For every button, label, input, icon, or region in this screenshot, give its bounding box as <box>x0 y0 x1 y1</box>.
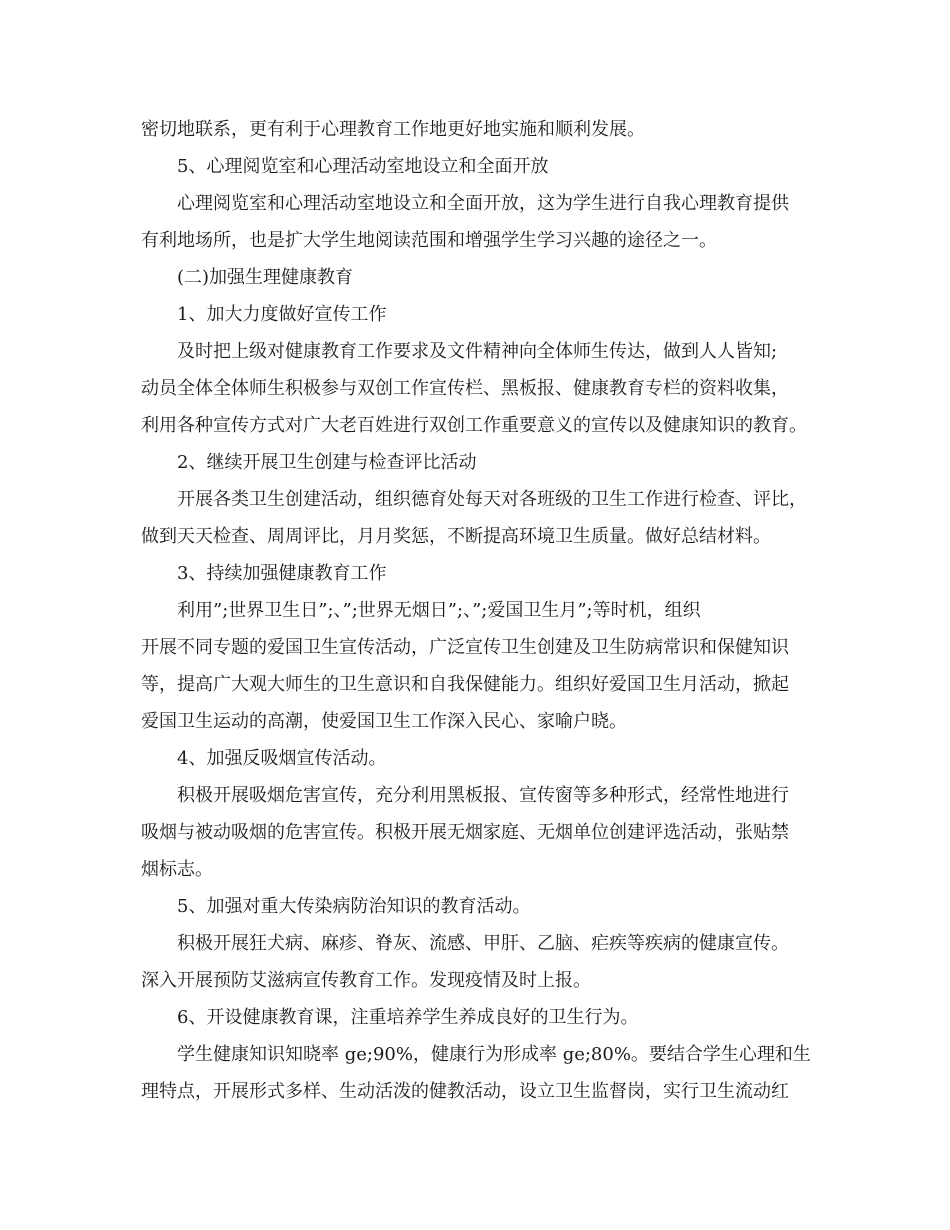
section-heading: (二)加强生理健康教育 <box>177 267 354 288</box>
text-line: 利用”;世界卫生日”;、”;世界无烟日”;、”;爱国卫生月”;等时机，组织 <box>177 600 701 621</box>
section-heading: 1、加大力度做好宣传工作 <box>177 304 387 325</box>
text-line: 积极开展吸烟危害宣传，充分利用黑板报、宣传窗等多种形式，经常性地进行 <box>177 785 789 806</box>
text-line: 利用各种宣传方式对广大老百姓进行双创工作重要意义的宣传以及健康知识的教育。 <box>141 415 807 436</box>
section-heading: 4、加强反吸烟宣传活动。 <box>177 748 387 769</box>
text-line: 等，提高广大观大师生的卫生意识和自我保健能力。组织好爱国卫生月活动，掀起 <box>141 674 789 695</box>
text-line: 开展不同专题的爱国卫生宣传活动，广泛宣传卫生创建及卫生防病常识和保健知识 <box>141 637 789 658</box>
text-line: 密切地联系，更有利于心理教育工作地更好地实施和顺利发展。 <box>141 119 645 140</box>
text-line: 爱国卫生运动的高潮，使爱国卫生工作深入民心、家喻户晓。 <box>141 711 627 732</box>
text-line: 深入开展预防艾滋病宣传教育工作。发现疫情及时上报。 <box>141 970 591 991</box>
text-line: 烟标志。 <box>141 859 213 880</box>
section-heading: 5、心理阅览室和心理活动室地设立和全面开放 <box>177 156 549 177</box>
text-line: 有利地场所，也是扩大学生地阅读范围和增强学生学习兴趣的途径之一。 <box>141 230 717 251</box>
section-heading: 3、持续加强健康教育工作 <box>177 563 387 584</box>
text-line: 理特点，开展形式多样、生动活泼的健教活动，设立卫生监督岗，实行卫生流动红 <box>141 1081 789 1102</box>
text-line: 开展各类卫生创建活动，组织德育处每天对各班级的卫生工作进行检查、评比， <box>177 489 807 510</box>
section-heading: 2、继续开展卫生创建与检查评比活动 <box>177 452 477 473</box>
text-line: 吸烟与被动吸烟的危害宣传。积极开展无烟家庭、无烟单位创建评选活动，张贴禁 <box>141 822 789 843</box>
text-line: 心理阅览室和心理活动室地设立和全面开放，这为学生进行自我心理教育提供 <box>177 193 789 214</box>
section-heading: 6、开设健康教育课，注重培养学生养成良好的卫生行为。 <box>177 1007 639 1028</box>
text-line: 及时把上级对健康教育工作要求及文件精神向全体师生传达，做到人人皆知; <box>177 341 778 362</box>
text-line: 学生健康知识知晓率 ge;90%，健康行为形成率 ge;80%。要结合学生心理和生 <box>177 1044 811 1065</box>
section-heading: 5、加强对重大传染病防治知识的教育活动。 <box>177 896 531 917</box>
text-line: 积极开展狂犬病、麻疹、脊灰、流感、甲肝、乙脑、疟疾等疾病的健康宣传。 <box>177 933 789 954</box>
text-line: 动员全体全体师生积极参与双创工作宣传栏、黑板报、健康教育专栏的资料收集， <box>141 378 789 399</box>
text-line: 做到天天检查、周周评比，月月奖惩，不断提高环境卫生质量。做好总结材料。 <box>141 526 771 547</box>
